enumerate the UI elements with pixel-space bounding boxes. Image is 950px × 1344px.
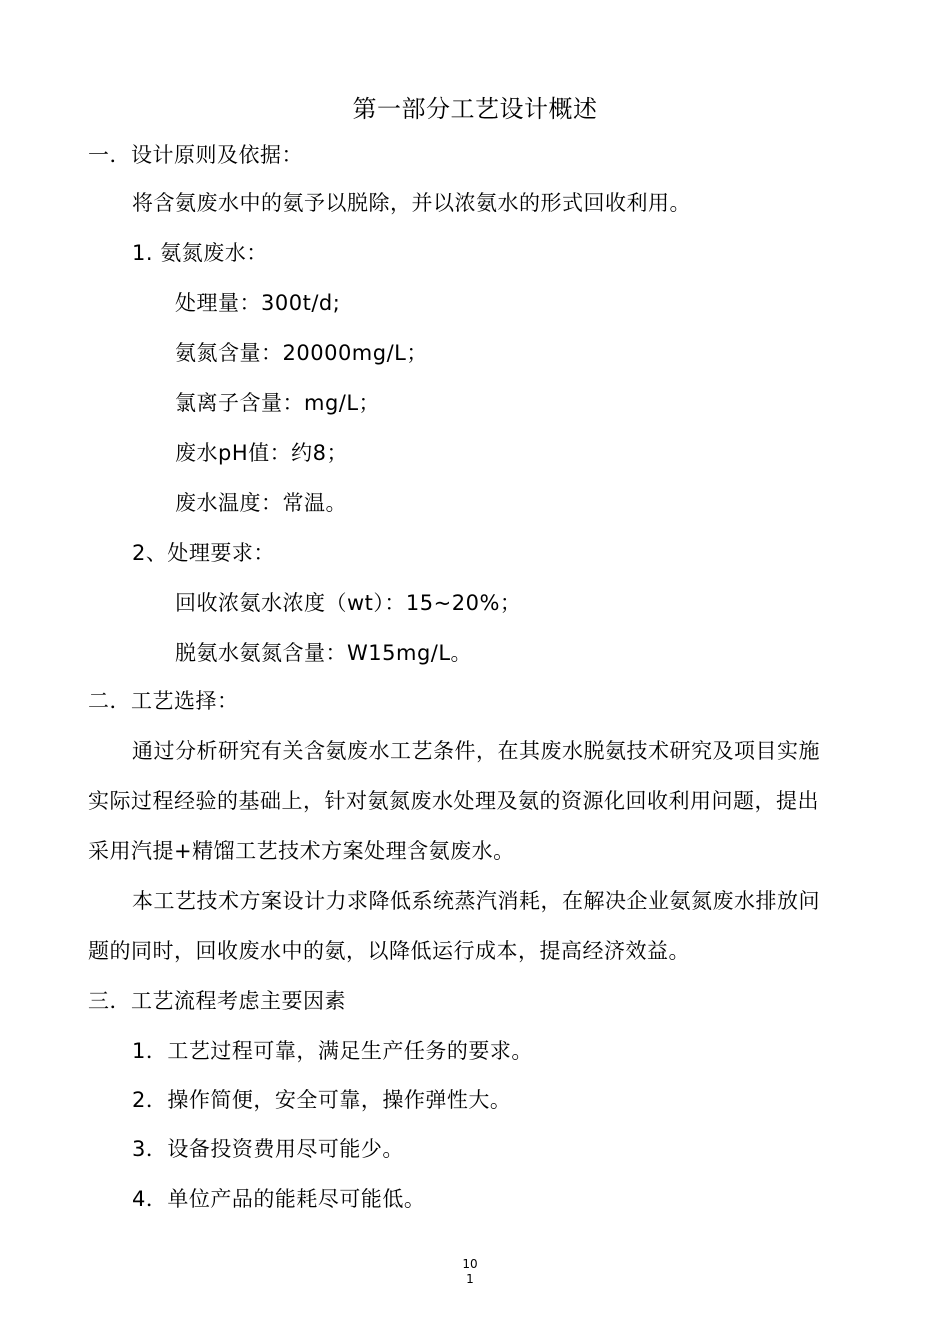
subsection-heading-wastewater: 1. 氨氮废水： (132, 241, 268, 265)
factor-item: 1．工艺过程可靠，满足生产任务的要求。 (132, 1039, 533, 1063)
paragraph-line: 本工艺技术方案设计力求降低系统蒸汽消耗，在解决企业氨氮废水排放问 (132, 889, 820, 913)
factor-item: 4．单位产品的能耗尽可能低。 (132, 1187, 426, 1211)
spec-item: 废水pH值：约8； (175, 441, 348, 465)
document-title: 第一部分工艺设计概述 (352, 95, 598, 123)
section-intro-text: 将含氨废水中的氨予以脱除，并以浓氨水的形式回收利用。 (132, 191, 691, 215)
paragraph-line: 实际过程经验的基础上，针对氨氮废水处理及氨的资源化回收利用问题，提出 (88, 789, 819, 813)
spec-item: 氨氮含量：20000mg/L； (175, 341, 428, 365)
paragraph-line: 通过分析研究有关含氨废水工艺条件，在其废水脱氨技术研究及项目实施 (132, 739, 820, 763)
page-number-sub: 1 (466, 1272, 474, 1286)
section-heading-process-factors: 三．工艺流程考虑主要因素 (88, 989, 346, 1013)
spec-item: 氯离子含量：mg/L； (175, 391, 381, 415)
spec-item: 处理量：300t/d; (175, 291, 341, 315)
section-heading-design-basis: 一．设计原则及依据： (88, 143, 303, 167)
page-number: 10 (462, 1257, 478, 1271)
requirement-item: 回收浓氨水浓度（wt）：15~20%； (175, 591, 522, 615)
subsection-heading-requirements: 2、处理要求： (132, 541, 275, 565)
paragraph-line: 采用汽提+精馏工艺技术方案处理含氨废水。 (88, 839, 515, 863)
factor-item: 2．操作简便，安全可靠，操作弹性大。 (132, 1088, 512, 1112)
spec-item: 废水温度：常温。 (175, 491, 347, 515)
paragraph-line: 题的同时，回收废水中的氨，以降低运行成本，提高经济效益。 (88, 939, 690, 963)
requirement-item: 脱氨水氨氮含量：W15mg/L。 (175, 641, 473, 665)
factor-item: 3．设备投资费用尽可能少。 (132, 1137, 404, 1161)
section-heading-process-selection: 二．工艺选择： (88, 689, 239, 713)
